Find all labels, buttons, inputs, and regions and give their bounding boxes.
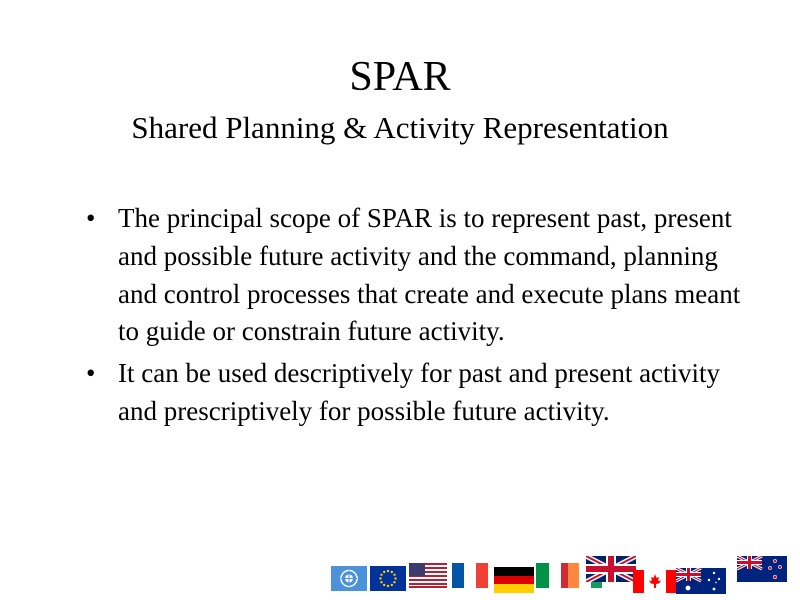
bullet-text: It can be used descriptively for past and present activity and prescriptively for possible future activity.: [118, 358, 721, 426]
australia-flag-icon: [676, 568, 726, 594]
france-flag-icon: [452, 563, 488, 588]
new-zealand-flag-icon: [737, 556, 787, 582]
us-flag-icon: [409, 563, 447, 588]
bullet-item: [86, 355, 746, 431]
slide-title: SPAR: [349, 54, 451, 100]
slide-subtitle: Shared Planning & Activity Representation: [131, 110, 669, 145]
germany-flag-icon: [494, 567, 534, 593]
bullet-list: [86, 200, 746, 435]
un-flag-icon: [331, 566, 367, 591]
canada-flag-icon: [633, 570, 677, 593]
bullet-marker: •: [86, 203, 96, 233]
bullet-text: The principal scope of SPAR is to represent past, present and possible future activity and the command, planning and control processes that create and execute plans meant to guide or constrain future activity.: [118, 203, 741, 347]
bullet-item: [86, 200, 746, 351]
bullet-marker: •: [86, 358, 96, 389]
uk-flag-icon: [586, 556, 636, 582]
eu-flag-icon: [370, 566, 406, 591]
